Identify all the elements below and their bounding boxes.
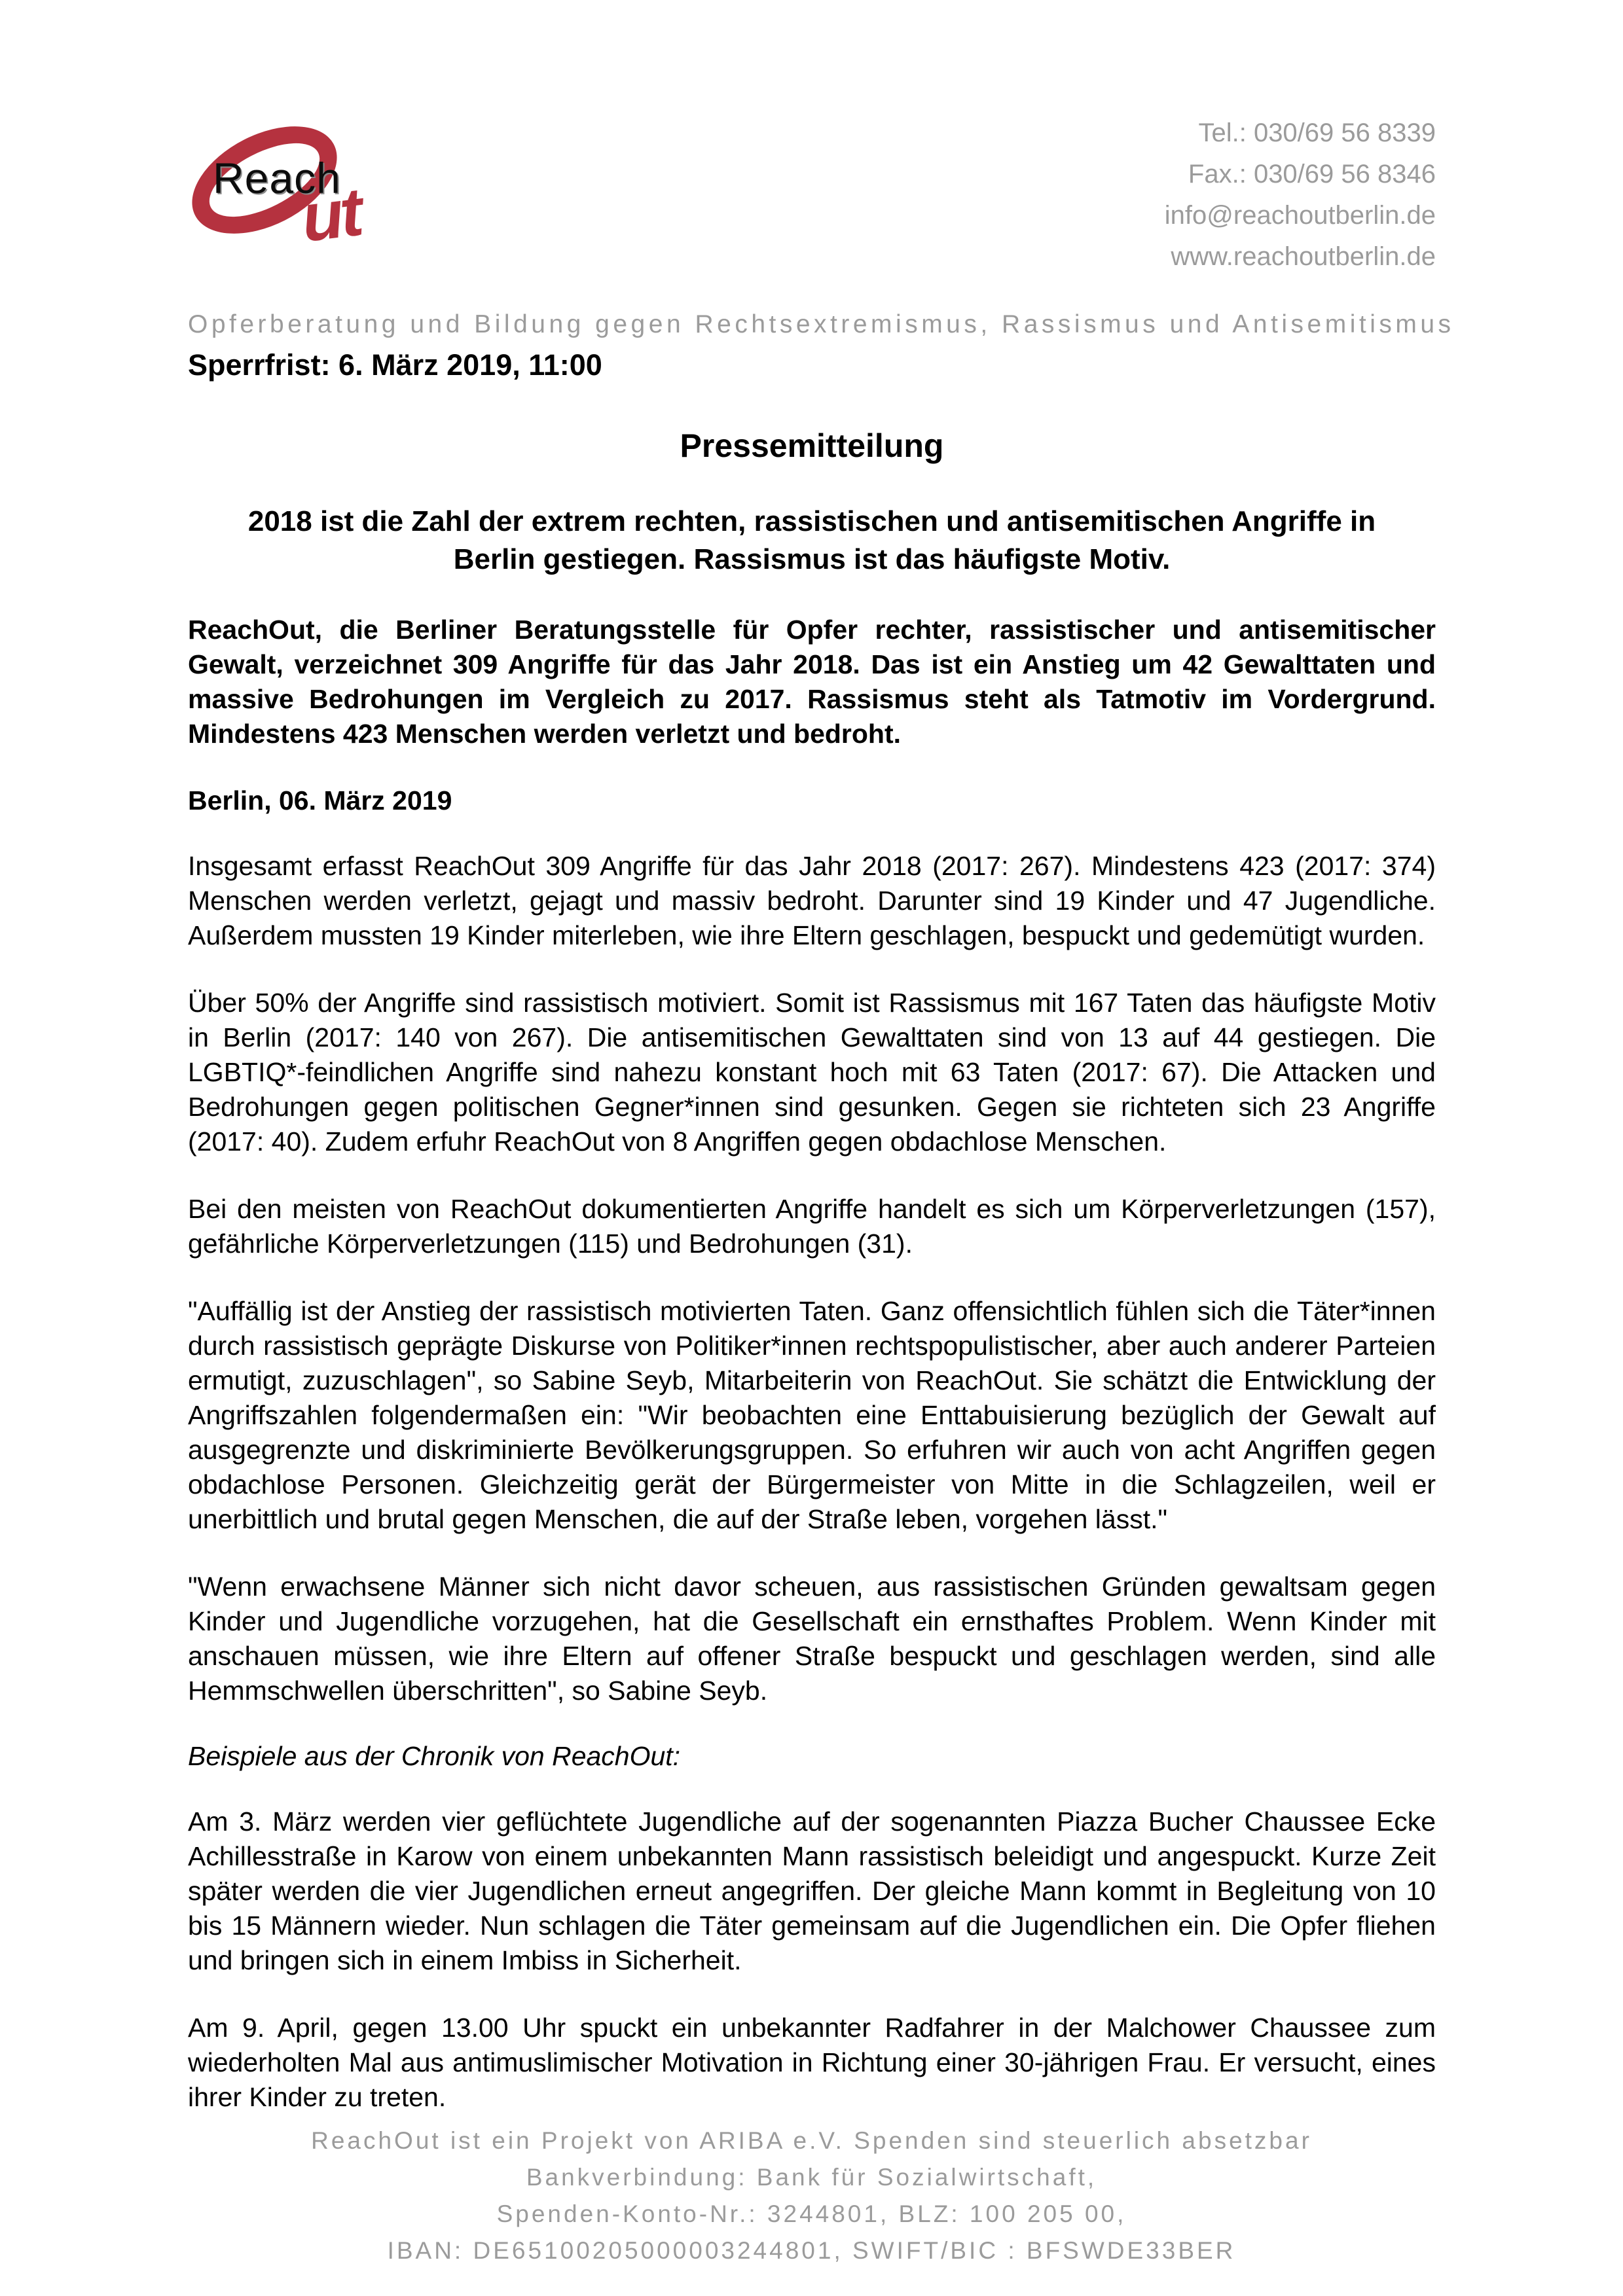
- footer-project-line: ReachOut ist ein Projekt von ARIBA e.V. Spenden sind steuerlich absetzbar: [311, 2127, 1312, 2154]
- footer-block: [0, 2123, 1623, 2269]
- contact-phone: Tel.: 030/69 56 8339: [1198, 118, 1436, 147]
- organization-tagline: Opferberatung und Bildung gegen Rechtsextremismus, Rassismus und Antisemitismus: [188, 310, 1455, 338]
- body-paragraph-1: Insgesamt erfasst ReachOut 309 Angriffe für das Jahr 2018 (2017: 267). Mindestens 423 (2017: 374) Menschen werden verletzt, gejagt und massiv bedroht. Darunter sind 19 Kinder und 47 Jugendliche. Außerdem mussten 19 Kinder miterleben, wie ihre Eltern geschlagen, bespuckt und gedemütigt wurden.: [188, 851, 1436, 950]
- document-body: [188, 310, 1455, 2147]
- footer-bank-line: Bankverbindung: Bank für Sozialwirtschaft,: [526, 2164, 1097, 2191]
- body-paragraph-4-quote: "Auffällig ist der Anstieg der rassistisch motivierten Taten. Ganz offensichtlich fühlen sich die Täter*innen durch rassistisch geprägte Diskurse von Politiker*innen rechtspopulistischer, aber auch anderer Parteien ermutigt, zuzuschlagen", so Sabine Seyb, Mitarbeiterin von ReachOut. Sie schätzt die Entwicklung der Angriffszahlen folgendermaßen ein: "Wir beobachten eine Enttabuisierung bezüglich der Gewalt auf ausgegrenzte und diskriminierte Bevölkerungsgruppen. So erfuhren wir auch von acht Angriffen gegen obdachlose Personen. Gleichzeitig gerät der Bürgermeister von Mitte in die Schlagzeilen, weil er unerbittlich und brutal gegen Menschen, die auf der Straße leben, vorgehen lässt.": [188, 1296, 1436, 1534]
- contact-website: www.reachoutberlin.de: [1171, 242, 1436, 271]
- contact-email: info@reachoutberlin.de: [1164, 201, 1436, 230]
- document-subtitle: 2018 ist die Zahl der extrem rechten, rassistischen und antisemitischen Angriffe in Berlin gestiegen. Rassismus ist das häufigste Motiv.: [247, 505, 1376, 575]
- logo-text-reach: Reach: [213, 154, 341, 202]
- dateline: Berlin, 06. März 2019: [188, 785, 452, 816]
- lead-paragraph: ReachOut, die Berliner Beratungsstelle für Opfer rechter, rassistischer und antisemitischer Gewalt, verzeichnet 309 Angriffe für das Jahr 2018. Das ist ein Anstieg um 42 Gewalttaten und massive Bedrohungen im Vergleich zu 2017. Rassismus steht als Tatmotiv im Vordergrund. Mindestens 423 Menschen werden verletzt und bedroht.: [188, 615, 1436, 749]
- contact-block: [1165, 113, 1436, 278]
- chronicle-example-1: Am 3. März werden vier geflüchtete Jugendliche auf der sogenannten Piazza Bucher Chaussee Ecke Achillesstraße in Karow von einem unbekannten Mann rassistisch beleidigt und angespuckt. Kurze Zeit später werden die vier Jugendlichen erneut angegriffen. Der gleiche Mann kommt in Begleitung von 10 bis 15 Männern wieder. Nun schlagen die Täter gemeinsam auf die Jugendlichen ein. Die Opfer fliehen und bringen sich in einem Imbiss in Sicherheit.: [188, 1806, 1436, 1975]
- reachout-logo: [185, 117, 408, 280]
- body-paragraph-5-quote: "Wenn erwachsene Männer sich nicht davor scheuen, aus rassistischen Gründen gewaltsam gegen Kinder und Jugendliche vorzugehen, hat die Gesellschaft ein ernsthaftes Problem. Wenn Kinder mit anschauen müssen, wie ihre Eltern auf offener Straße bespuckt und geschlagen werden, sind alle Hemmschwellen überschritten", so Sabine Seyb.: [188, 1571, 1436, 1706]
- chronicle-heading: Beispiele aus der Chronik von ReachOut:: [188, 1741, 681, 1771]
- chronicle-example-2: Am 9. April, gegen 13.00 Uhr spuckt ein unbekannter Radfahrer in der Malchower Chaussee zum wiederholten Mal aus antimuslimischer Motivation in Richtung einer 30-jährigen Frau. Er versucht, eines ihrer Kinder zu treten.: [188, 2013, 1436, 2112]
- contact-fax: Fax.: 030/69 56 8346: [1188, 160, 1436, 188]
- body-paragraph-2: Über 50% der Angriffe sind rassistisch motiviert. Somit ist Rassismus mit 167 Taten das häufigste Motiv in Berlin (2017: 140 von 267). Die antisemitischen Gewalttaten sind von 13 auf 44 gestiegen. Die LGBTIQ*-feindlichen Angriffe sind nahezu konstant hoch mit 63 Taten (2017: 67). Die Attacken und Bedrohungen gegen politischen Gegner*innen sind gesunken. Gegen sie richteten sich 23 Angriffe (2017: 40). Zudem erfuhr ReachOut von 8 Angriffen gegen obdachlose Menschen.: [188, 988, 1436, 1157]
- footer-iban-line: IBAN: DE65100205000003244801, SWIFT/BIC : BFSWDE33BER: [387, 2237, 1236, 2264]
- body-paragraph-3: Bei den meisten von ReachOut dokumentierten Angriffe handelt es sich um Körperverletzungen (157), gefährliche Körperverletzungen (115) und Bedrohungen (31).: [188, 1194, 1436, 1259]
- embargo-notice: Sperrfrist: 6. März 2019, 11:00: [188, 348, 602, 382]
- footer-account-line: Spenden-Konto-Nr.: 3244801, BLZ: 100 205 00,: [496, 2200, 1127, 2227]
- logo-text-ut: ut: [297, 174, 364, 257]
- document-title: Pressemitteilung: [680, 427, 944, 464]
